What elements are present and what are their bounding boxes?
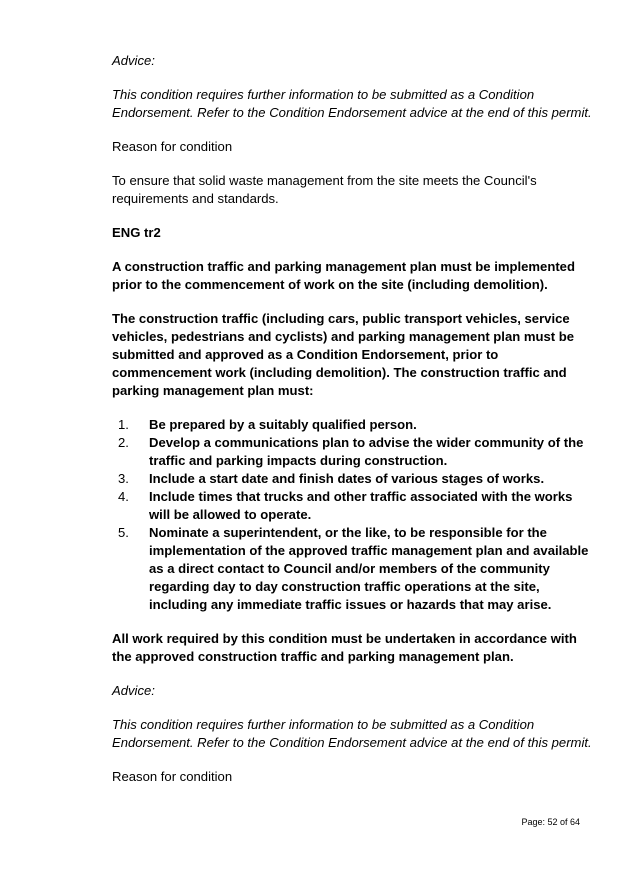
list-item-text: Include a start date and finish dates of various stages of works. (149, 471, 545, 486)
list-item-text: Be prepared by a suitably qualified person. (149, 417, 417, 432)
reason-heading: Reason for condition (112, 769, 233, 784)
requirements-list (112, 416, 592, 614)
list-item-number: 5. (118, 525, 129, 540)
list-item-number: 4. (118, 489, 129, 504)
list-item-number: 1. (118, 417, 129, 432)
list-item (112, 524, 592, 614)
list-item-number: 3. (118, 471, 129, 486)
condition-intro: A construction traffic and parking management plan must be implemented prior to the commencement of work on the site (including demolition). (112, 259, 575, 292)
document-page (112, 52, 592, 802)
advice-label: Advice: (112, 683, 155, 698)
list-item (112, 470, 592, 488)
list-item-text: Include times that trucks and other traffic associated with the works will be allowed to operate. (149, 489, 573, 522)
list-item (112, 416, 592, 434)
list-item-text: Nominate a superintendent, or the like, to be responsible for the implementation of the approved traffic management plan and available as a direct contact to Council and/or members of the community regarding day to day construction traffic operations at the site, including any immediate traffic issues or hazards that may arise. (149, 525, 589, 612)
advice-text: This condition requires further information to be submitted as a Condition Endorsement. Refer to the Condition Endorsement advice at the end of this permit. (112, 717, 592, 750)
condition-closing: All work required by this condition must be undertaken in accordance with the approved construction traffic and parking management plan. (112, 631, 577, 664)
reason-text: To ensure that solid waste management from the site meets the Council's requirements and standards. (112, 173, 537, 206)
list-item-number: 2. (118, 435, 129, 450)
condition-code: ENG tr2 (112, 225, 161, 240)
list-item (112, 488, 592, 524)
page-number: Page: 52 of 64 (521, 817, 580, 827)
advice-label: Advice: (112, 53, 155, 68)
list-item-text: Develop a communications plan to advise the wider community of the traffic and parking impacts during construction. (149, 435, 584, 468)
advice-text: This condition requires further information to be submitted as a Condition Endorsement. Refer to the Condition Endorsement advice at the end of this permit. (112, 87, 592, 120)
reason-heading: Reason for condition (112, 139, 233, 154)
condition-body: The construction traffic (including cars, public transport vehicles, service vehicles, pedestrians and cyclists) and parking management plan must be submitted and approved as a Condition Endorsement, prior to commencement work (including demolition). The construction traffic and parking management plan must: (112, 311, 575, 398)
list-item (112, 434, 592, 470)
